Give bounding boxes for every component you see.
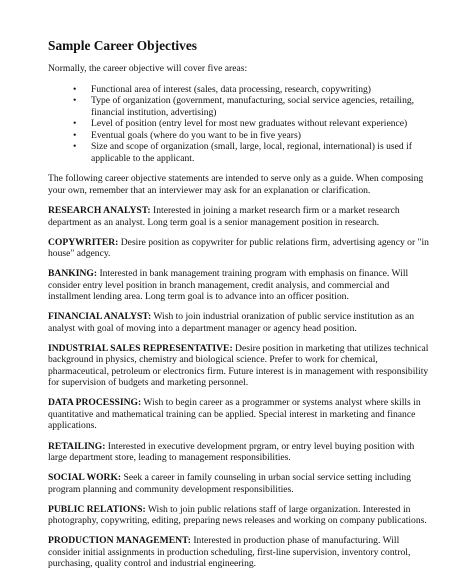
objective-label: FINANCIAL ANALYST: [48, 311, 152, 323]
list-item: • Functional area of interest (sales, data processing, research, copywriting) [73, 84, 430, 96]
objective-label: PRODUCTION MANAGEMENT: [48, 535, 191, 547]
objective-label: COPYWRITER: [48, 236, 119, 248]
intro-paragraph: Normally, the career objective will cover five areas: [48, 63, 248, 74]
list-item: • Size and scope of organization (small, large, local, regional, international) is used if applicable to the applicant. [73, 141, 430, 164]
objective-text: Wish to begin career as a programmer or systems analyst where skills in quantitative and mathematical training can be applied. Special interest in marketing and finance applications. [48, 397, 421, 432]
objective-text: Wish to join industrial oranization of public service institution as an analyst with goal of moving into a department manager or agency head position. [48, 311, 415, 334]
objective-text: Wish to join public relations staff of large organization. Interested in photography, copywriting, editing, preparing news releases and working on company publications. [48, 503, 427, 527]
objective-data-processing [48, 397, 430, 432]
list-item: • Type of organization (government, manufacturing, social service agencies, retailing, financial institution, advertising) [73, 95, 430, 118]
list-item: • Eventual goals (where do you want to be in five years) [73, 130, 430, 142]
document-title: Sample Career Objectives [48, 38, 197, 53]
objective-label: PUBLIC RELATIONS: [48, 503, 146, 515]
objective-label: BANKING: [48, 268, 98, 280]
objective-copywriter [48, 237, 430, 260]
objective-text: Interested in executive development prgram, or entry level buying position with large department store, leading to management responsibilities. [48, 440, 415, 464]
guide-paragraph: The following career objective statements are intended to serve only as a guide. When composing your own, remember that an interviewer may ask for an explanation or clarification. [48, 173, 424, 196]
objective-industrial-sales [48, 343, 430, 389]
objective-text: Desire position in marketing that utilizes technical background in physics, chemistry and biological science. Prefer to work for chemical, pharmaceutical, petroleum or electronics firm. Future interest is in management with responsibility for supervision of budgets and marketing personnel. [48, 342, 429, 389]
objective-production-management [48, 535, 430, 570]
objective-retailing [48, 441, 430, 464]
objective-research-analyst [48, 205, 430, 228]
objective-label: RESEARCH ANALYST: [48, 205, 151, 216]
objective-text: Seek a career in family counseling in urban social service setting including program planning and community development responsibilities. [48, 472, 411, 495]
objective-label: DATA PROCESSING: [48, 397, 142, 409]
objective-text: Interested in production phase of manufacturing. Will consider initial assignments in production scheduling, first-line supervision, inventory control, purchasing, quality control and industrial engineering. [48, 535, 411, 570]
objective-label: INDUSTRIAL SALES REPRESENTATIVE: [48, 342, 233, 354]
objective-banking [48, 268, 430, 303]
list-item: • Level of position (entry level for most new graduates without relevant experience) [73, 118, 430, 130]
objective-text: Desire position as copywriter for public relations firm, advertising agency or "in house" adgency. [48, 236, 429, 260]
career-areas-list [48, 84, 430, 165]
objective-label: SOCIAL WORK: [48, 472, 122, 484]
objective-financial-analyst [48, 311, 430, 334]
objective-text: Interested in bank management training program with emphasis on finance. Will consider entry level position in branch management, credit analysis, and commercial and installment lending area. Long term goal is to advance into an officer position. [48, 268, 409, 303]
objective-public-relations [48, 504, 430, 527]
objective-label: RETAILING: [48, 440, 106, 452]
objective-text: Interested in joining a market research firm or a market research department as an analyst. Long term goal is a senior management position in research. [48, 205, 400, 228]
objective-social-work [48, 472, 430, 495]
